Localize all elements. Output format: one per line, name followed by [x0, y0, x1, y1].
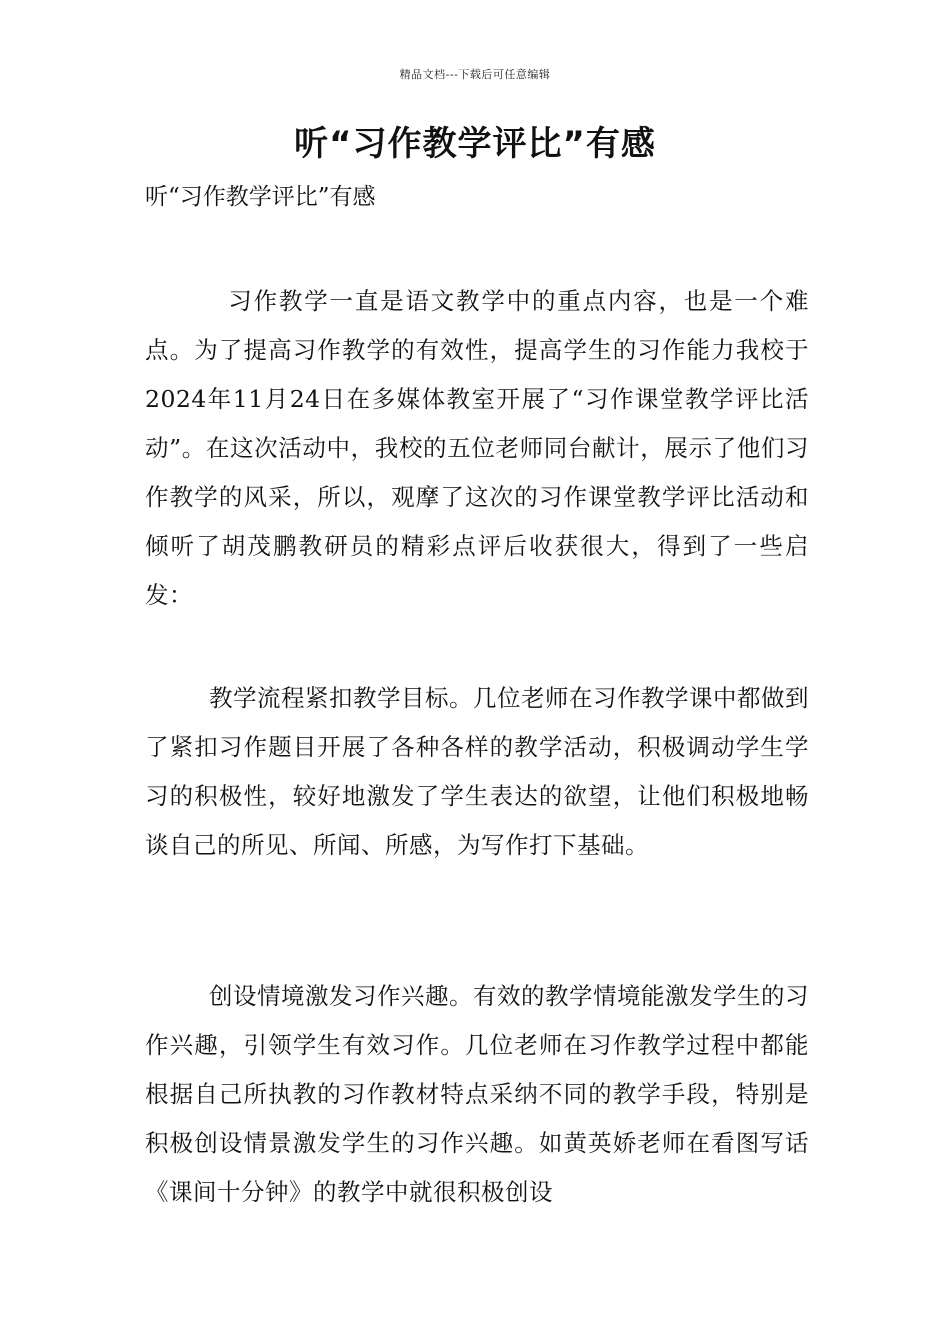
document-subtitle: 听“习作教学评比”有感	[145, 184, 376, 210]
paragraph-3-text: 创设情境激发习作兴趣。有效的教学情境能激发学生的习作兴趣，引领学生有效习作。几位老师在习作教学过程中都能根据自己所执教的习作教材特点采纳不同的教学手段，特别是积极创设情景激发学生的习作兴趣。如黄英娇老师在看图写话《课间十分钟》的教学中就很积极创设	[145, 982, 809, 1206]
page-header-note: 精品文档---下载后可任意编辑	[399, 68, 551, 81]
paragraph-3	[145, 972, 809, 1217]
document-title: 听“习作教学评比”有感	[294, 124, 656, 164]
paragraph-1	[145, 277, 809, 620]
paragraph-2	[145, 674, 809, 870]
paragraph-1-text: 习作教学一直是语文教学中的重点内容，也是一个难点。为了提高习作教学的有效性，提高学生的习作能力我校于2024年11月24日在多媒体教室开展了“习作课堂教学评比活动”。在这次活动中，我校的五位老师同台献计，展示了他们习作教学的风采，所以，观摩了这次的习作课堂教学评比活动和倾听了胡茂鹏教研员的精彩点评后收获很大，得到了一些启发：	[145, 287, 809, 609]
paragraph-2-text: 教学流程紧扣教学目标。几位老师在习作教学课中都做到了紧扣习作题目开展了各种各样的教学活动，积极调动学生学习的积极性，较好地激发了学生表达的欲望，让他们积极地畅谈自己的所见、所闻、所感，为写作打下基础。	[145, 684, 809, 859]
